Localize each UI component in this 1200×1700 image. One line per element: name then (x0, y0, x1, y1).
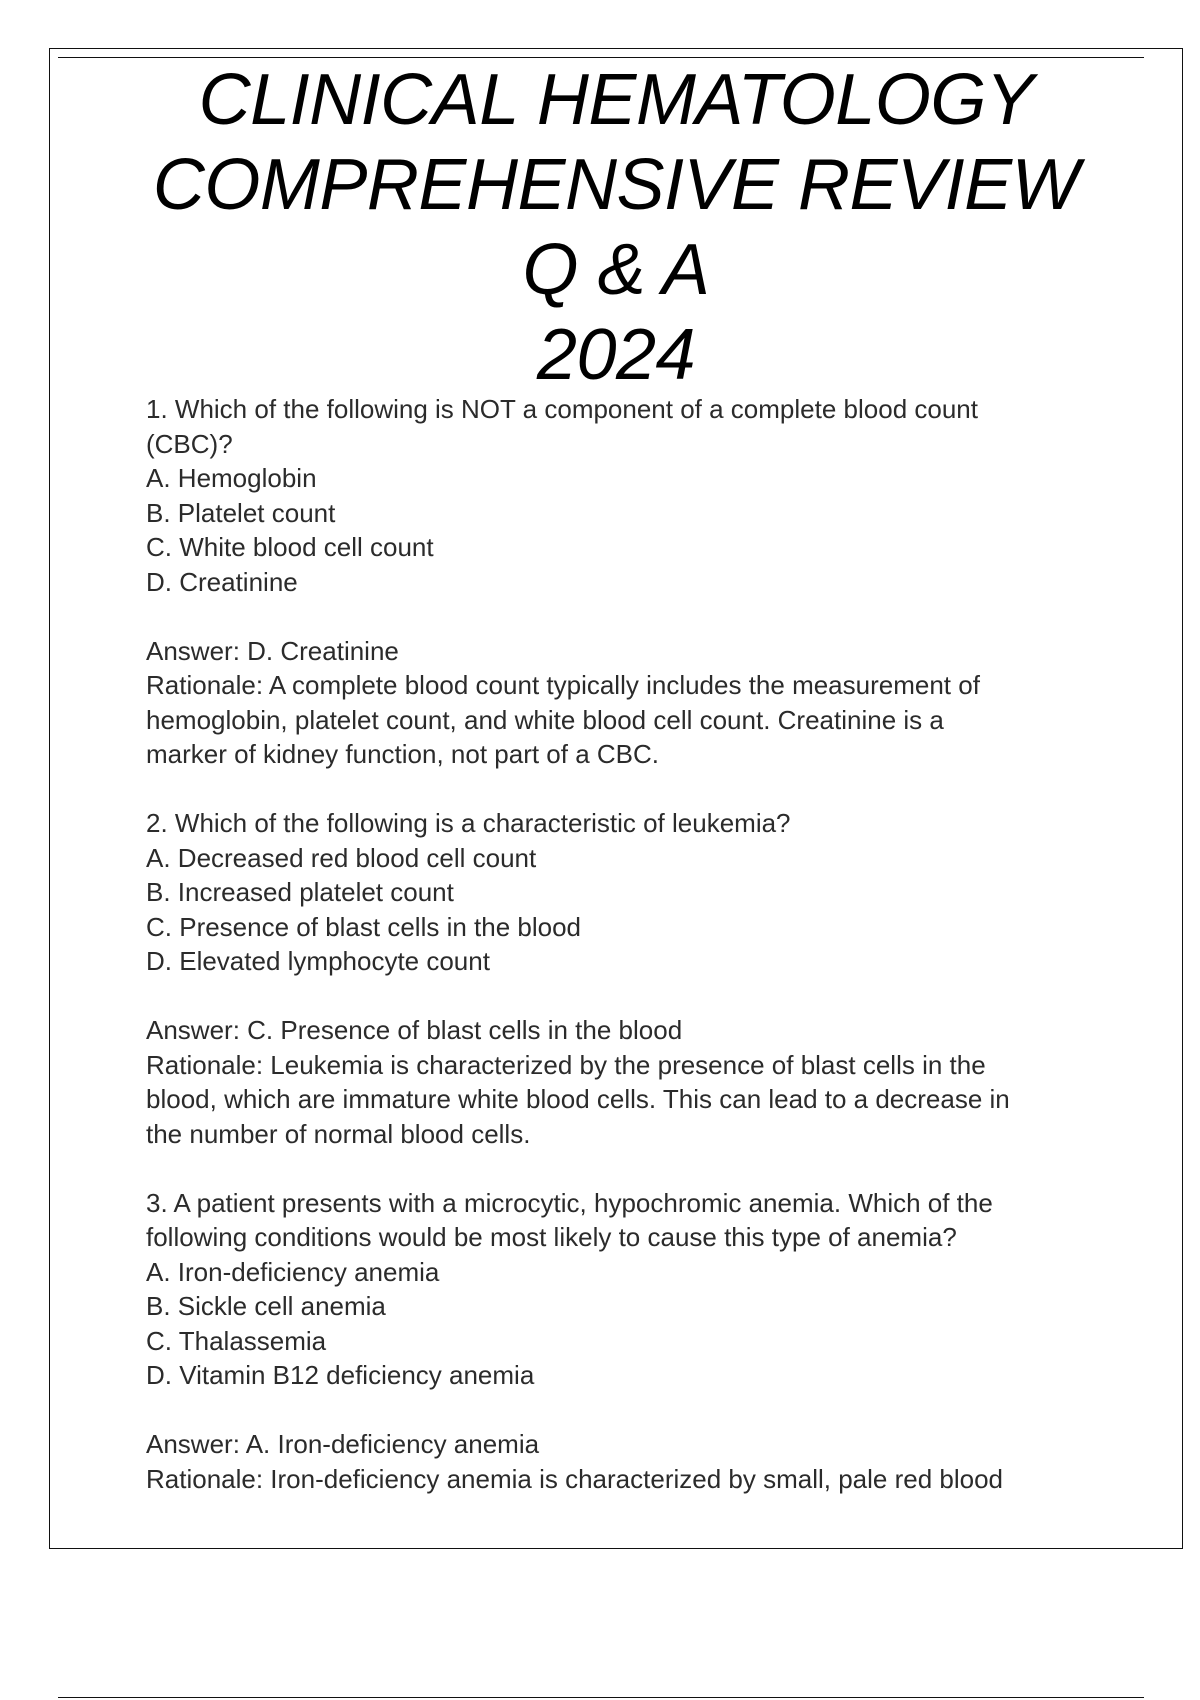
answer-text: Answer: C. Presence of blast cells in the blood (146, 1015, 683, 1045)
title-line: 2024 (536, 315, 696, 395)
answer-option: A. Decreased red blood cell count (146, 842, 537, 873)
rationale-text: marker of kidney function, not part of a CBC. (146, 739, 660, 769)
rationale-text: hemoglobin, platelet count, and white blood cell count. Creatinine is a (146, 704, 944, 735)
title-line: CLINICAL HEMATOLOGY (198, 60, 1034, 140)
spacer (146, 979, 1106, 1014)
question-text: following conditions would be most likely to cause this type of anemia? (146, 1222, 957, 1252)
spacer (146, 772, 1106, 807)
answer-text: Answer: A. Iron-deficiency anemia (146, 1429, 540, 1459)
answer-option: B. Increased platelet count (146, 877, 454, 907)
rationale-text: blood, which are immature white blood cells. This can lead to a decrease in (146, 1084, 1010, 1114)
answer-option: C. Thalassemia (146, 1325, 327, 1356)
question-text: (CBC)? (146, 428, 233, 459)
document-title (49, 58, 1183, 398)
rationale-text: the number of normal blood cells. (146, 1118, 531, 1149)
title-line: COMPREHENSIVE REVIEW (152, 145, 1080, 225)
question-text: 3. A patient presents with a microcytic, hypochromic anemia. Which of the (146, 1187, 993, 1218)
rationale-text: Rationale: Leukemia is characterized by the presence of blast cells in the (146, 1049, 986, 1080)
bottom-rule (58, 1697, 1144, 1698)
spacer (146, 1151, 1106, 1186)
spacer (146, 1393, 1106, 1428)
rationale-text: Rationale: Iron-deficiency anemia is characterized by small, pale red blood (146, 1463, 1003, 1494)
qa-content (146, 392, 1106, 1496)
answer-option: A. Iron-deficiency anemia (146, 1256, 440, 1287)
question-text: 1. Which of the following is NOT a component of a complete blood count (146, 394, 978, 424)
question-block-2 (146, 806, 1106, 1151)
answer-option: D. Vitamin B12 deficiency anemia (146, 1360, 535, 1390)
answer-option: C. White blood cell count (146, 532, 434, 562)
rationale-text: Rationale: A complete blood count typically includes the measurement of (146, 670, 980, 700)
question-text: 2. Which of the following is a characteristic of leukemia? (146, 808, 791, 838)
answer-text: Answer: D. Creatinine (146, 635, 399, 666)
spacer (146, 599, 1106, 634)
answer-option: B. Platelet count (146, 497, 336, 528)
title-line: Q & A (522, 230, 710, 310)
question-block-1 (146, 392, 1106, 772)
answer-option: D. Creatinine (146, 566, 298, 597)
question-block-3 (146, 1186, 1106, 1497)
answer-option: A. Hemoglobin (146, 463, 317, 493)
answer-option: B. Sickle cell anemia (146, 1291, 386, 1321)
answer-option: C. Presence of blast cells in the blood (146, 911, 582, 942)
answer-option: D. Elevated lymphocyte count (146, 946, 490, 976)
